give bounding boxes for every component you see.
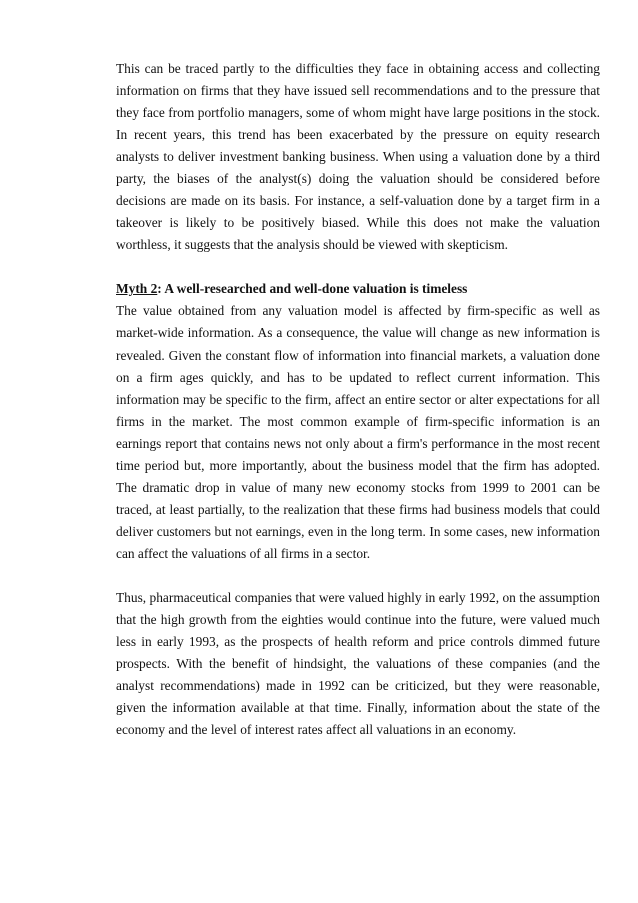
document-page [116, 58, 600, 741]
myth-2-title: : A well-researched and well-done valuation is timeless [157, 281, 468, 297]
paragraph-analyst-bias: This can be traced partly to the difficulties they face in obtaining access and collecting information on firms that they have issued sell recommendations and to the pressure that they face from portfolio managers, some of whom might have large positions in the stock. In recent years, this trend has been exacerbated by the pressure on equity research analysts to deliver investment banking business. When using a valuation done by a third party, the biases of the analyst(s) doing the valuation should be considered before decisions are made on its basis. For instance, a self-valuation done by a target firm in a takeover is likely to be positively biased. While this does not make the valuation worthless, it suggests that the analysis should be viewed with skepticism. [116, 61, 600, 253]
myth-2-label: Myth 2 [116, 281, 158, 297]
myth-2-heading [116, 278, 600, 300]
paragraph-spacer [116, 256, 600, 278]
paragraph-spacer [116, 565, 600, 587]
paragraph-pharmaceutical-example: Thus, pharmaceutical companies that were valued highly in early 1992, on the assumption that the high growth from the eighties would continue into the future, were valued much less in early 1993, as the prospects of health reform and price controls dimmed future prospects. With the benefit of hindsight, the valuations of these companies (and the analyst recommendations) made in 1992 can be criticized, but they were reasonable, given the information available at that time. Finally, information about the state of the economy and the level of interest rates affect all valuations in an economy. [116, 589, 600, 738]
paragraph-valuation-timeless: The value obtained from any valuation model is affected by firm-specific as well as market-wide information. As a consequence, the value will change as new information is revealed. Given the constant flow of information into financial markets, a valuation done on a firm ages quickly, and has to be updated to reflect current information. This information may be specific to the firm, affect an entire sector or alter expectations for all firms in the market. The most common example of firm-specific information is an earnings report that contains news not only about a firm's performance in the most recent time period but, more importantly, about the business model that the firm has adopted. The dramatic drop in value of many new economy stocks from 1999 to 2001 can be traced, at least partially, to the realization that these firms had business models that could deliver customers but not earnings, even in the long term. In some cases, new information can affect the valuations of all firms in a sector. [116, 303, 600, 561]
